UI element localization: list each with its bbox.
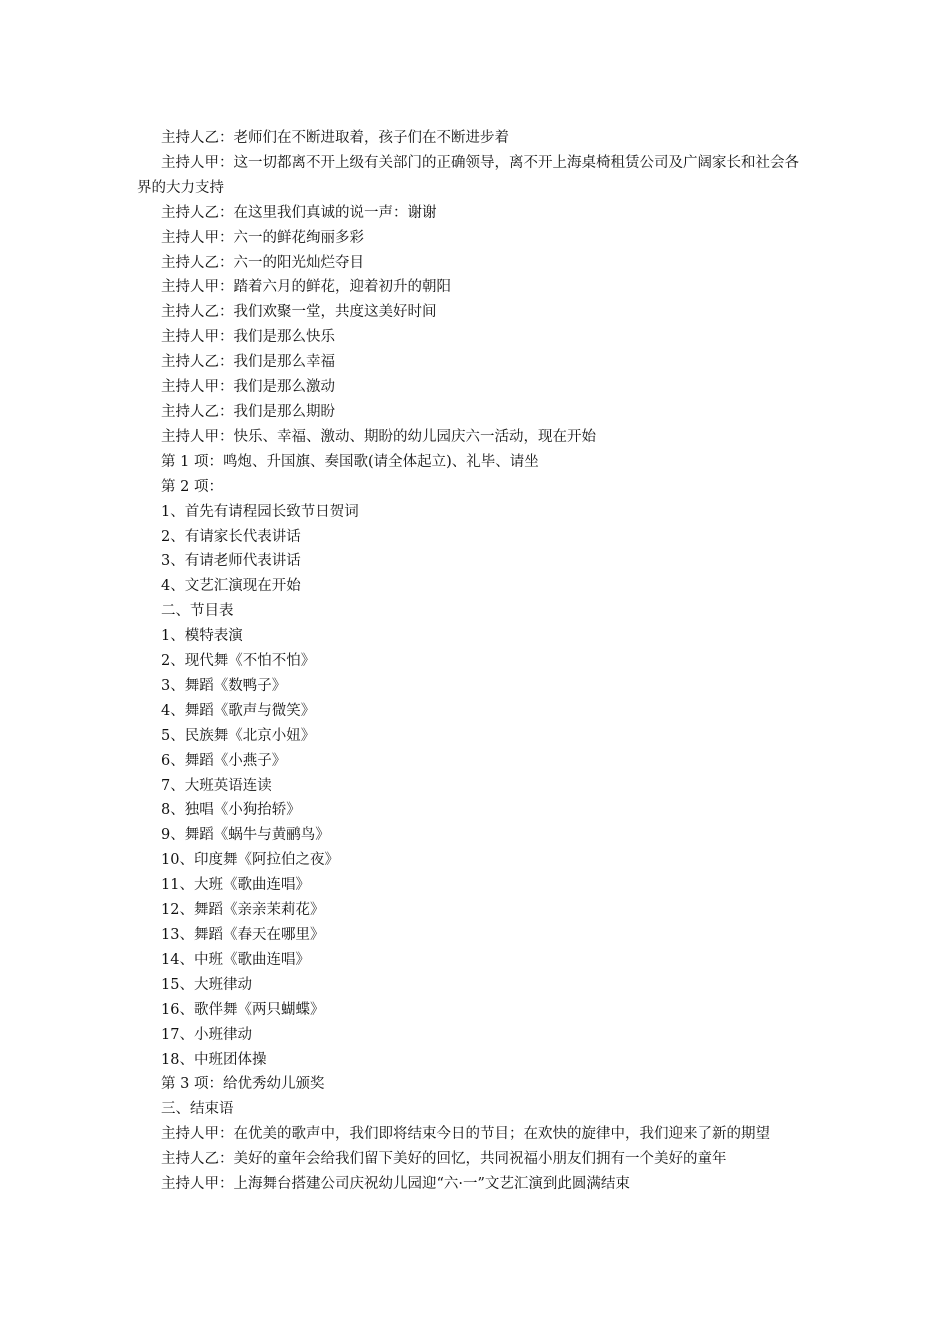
list-item: 17、小班律动 <box>161 1026 252 1043</box>
list-item: 6、舞蹈《小燕子》 <box>161 752 287 769</box>
paragraph-line: 主持人乙：美好的童年会给我们留下美好的回忆，共同祝福小朋友们拥有一个美好的童年 <box>161 1151 727 1168</box>
section-item: 第 2 项： <box>161 478 223 495</box>
list-item: 7、大班英语连读 <box>161 777 272 794</box>
list-item: 4、舞蹈《歌声与微笑》 <box>161 702 316 719</box>
list-item: 10、印度舞《阿拉伯之夜》 <box>161 852 339 869</box>
list-item: 18、中班团体操 <box>161 1051 267 1068</box>
paragraph-line: 主持人甲：快乐、幸福、激动、期盼的幼儿园庆六一活动，现在开始 <box>161 428 596 445</box>
paragraph-line: 主持人乙：在这里我们真诚的说一声：谢谢 <box>161 204 437 221</box>
list-item: 13、舞蹈《春天在哪里》 <box>161 927 325 943</box>
list-item: 12、舞蹈《亲亲茉莉花》 <box>161 902 325 919</box>
list-item: 11、大班《歌曲连唱》 <box>161 877 310 894</box>
paragraph-line: 主持人甲：我们是那么激动 <box>161 379 335 396</box>
paragraph-line: 主持人甲：在优美的歌声中，我们即将结束今日的节目；在欢快的旋律中，我们迎来了新的期望 <box>161 1126 770 1143</box>
section-item: 第 1 项：鸣炮、升国旗、奏国歌(请全体起立)、礼毕、请坐 <box>161 453 539 470</box>
paragraph-line: 主持人乙：我们欢聚一堂，共度这美好时间 <box>161 304 437 321</box>
list-item: 2、有请家长代表讲话 <box>161 528 301 545</box>
paragraph-line: 主持人甲：踏着六月的鲜花，迎着初升的朝阳 <box>161 279 451 296</box>
list-item: 1、模特表演 <box>161 628 243 645</box>
list-item: 14、中班《歌曲连唱》 <box>161 951 310 968</box>
paragraph-line: 主持人甲：我们是那么快乐 <box>161 329 335 346</box>
paragraph-line: 主持人甲：这一切都离不开上级有关部门的正确领导，离不开上海桌椅租赁公司及广阔家长和社会各界的大力支持 <box>137 154 799 196</box>
paragraph-line: 主持人乙：老师们在不断进取着，孩子们在不断进步着 <box>161 130 509 146</box>
document-body <box>137 126 805 1197</box>
list-item: 8、独唱《小狗抬轿》 <box>161 802 301 819</box>
paragraph-line: 主持人乙：六一的阳光灿烂夺目 <box>161 254 364 271</box>
list-item: 3、有请老师代表讲话 <box>161 553 301 570</box>
list-item: 15、大班律动 <box>161 976 252 993</box>
list-item: 5、民族舞《北京小妞》 <box>161 727 316 744</box>
list-item: 1、首先有请程园长致节日贺词 <box>161 503 359 520</box>
section-heading: 二、节目表 <box>161 603 234 620</box>
section-heading: 三、结束语 <box>161 1101 234 1118</box>
section-item: 第 3 项：给优秀幼儿颁奖 <box>161 1076 325 1093</box>
list-item: 9、舞蹈《蜗牛与黄鹂鸟》 <box>161 827 330 844</box>
paragraph-line: 主持人乙：我们是那么幸福 <box>161 354 335 371</box>
paragraph-line: 主持人甲：六一的鲜花绚丽多彩 <box>161 229 364 246</box>
list-item: 4、文艺汇演现在开始 <box>161 578 301 595</box>
paragraph-line: 主持人甲：上海舞台搭建公司庆祝幼儿园迎“六·一”文艺汇演到此圆满结束 <box>161 1176 630 1193</box>
paragraph-line: 主持人乙：我们是那么期盼 <box>161 403 335 420</box>
list-item: 16、歌伴舞《两只蝴蝶》 <box>161 1001 325 1018</box>
list-item: 2、现代舞《不怕不怕》 <box>161 653 316 670</box>
list-item: 3、舞蹈《数鸭子》 <box>161 677 287 694</box>
